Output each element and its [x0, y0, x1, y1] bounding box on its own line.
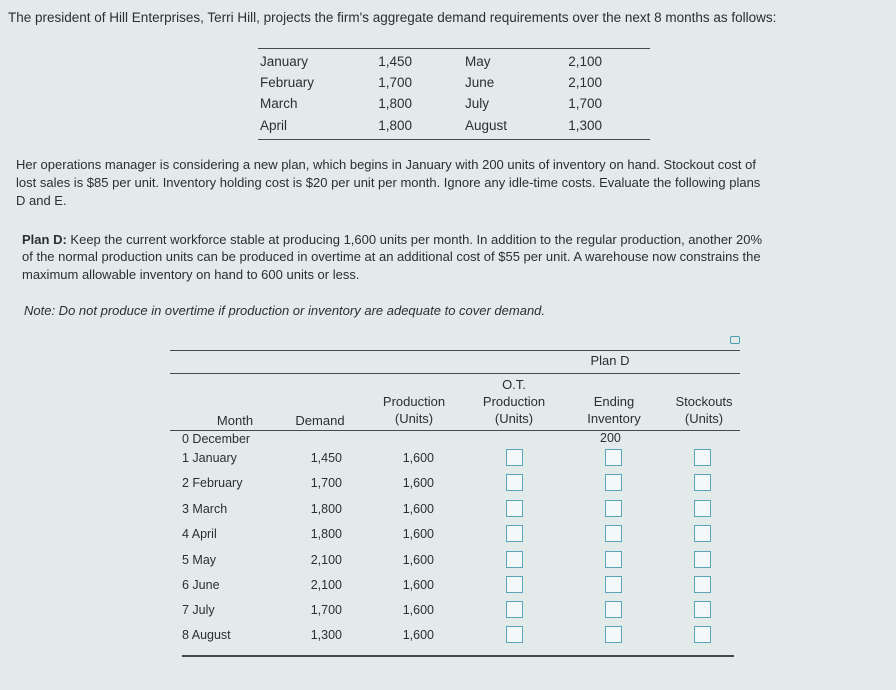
ending-inventory-input[interactable] — [605, 626, 622, 643]
stockouts-input[interactable] — [694, 474, 711, 491]
paragraph-line: Keep the current workforce stable at producing 1,600 units per month. In addition to the regular production, another 20% — [70, 232, 763, 247]
month-cell: 4 April — [182, 527, 217, 541]
month-header: Month — [216, 413, 254, 428]
ot-production-input[interactable] — [506, 474, 523, 491]
divider — [258, 48, 650, 49]
stockouts-input[interactable] — [694, 601, 711, 618]
ending-inventory-input[interactable] — [605, 551, 622, 568]
stockouts-header: Stockouts (Units) — [675, 394, 733, 426]
demand-value: 1,450 — [378, 54, 412, 69]
month-label: May — [465, 54, 491, 69]
ot-production-input[interactable] — [506, 525, 523, 542]
production-cell: 1,600 — [402, 451, 434, 465]
divider — [170, 430, 740, 431]
ending-inventory-input[interactable] — [605, 449, 622, 466]
stockouts-input[interactable] — [694, 449, 711, 466]
production-cell: 1,600 — [402, 603, 434, 617]
ending-inventory-input[interactable] — [605, 576, 622, 593]
production-cell: 1,600 — [402, 527, 434, 541]
divider — [170, 350, 740, 351]
demand-value: 1,800 — [378, 96, 412, 111]
paragraph-line: lost sales is $85 per unit. Inventory holding cost is $20 per unit per month. Ignore any idle-time costs. Evaluate the following plans — [16, 175, 761, 190]
month-label: July — [465, 96, 490, 111]
demand-cell: 1,700 — [310, 603, 342, 617]
edit-icon[interactable] — [730, 336, 740, 344]
demand-cell: 1,800 — [310, 527, 342, 541]
production-cell: 1,600 — [402, 502, 434, 516]
month-cell: 6 June — [182, 578, 220, 592]
stockouts-input[interactable] — [694, 500, 711, 517]
month-cell: 5 May — [182, 553, 217, 567]
demand-cell: 2,100 — [310, 578, 342, 592]
ending-inventory-header: Ending Inventory — [587, 394, 641, 426]
production-cell: 1,600 — [402, 578, 434, 592]
plan-d-label: Plan D: — [22, 232, 67, 247]
note-text: Note: Do not produce in overtime if production or inventory are adequate to cover demand. — [24, 303, 546, 318]
demand-value: 2,100 — [568, 75, 602, 90]
month-cell: 8 August — [182, 628, 231, 642]
ending-inventory-input[interactable] — [605, 500, 622, 517]
production-cell: 1,600 — [402, 553, 434, 567]
ending-inventory-input[interactable] — [605, 601, 622, 618]
ot-production-input[interactable] — [506, 449, 523, 466]
ot-production-header: O.T. Production (Units) — [482, 377, 546, 426]
paragraph-line: D and E. — [16, 193, 67, 208]
demand-cell: 1,300 — [310, 628, 342, 642]
month-label: February — [260, 75, 315, 90]
month-cell: 1 January — [182, 451, 237, 465]
production-cell: 1,600 — [402, 476, 434, 490]
month-label: August — [465, 118, 508, 133]
stockouts-input[interactable] — [694, 576, 711, 593]
month-cell: 7 July — [182, 603, 215, 617]
production-header: Production (Units) — [382, 394, 446, 426]
demand-value: 1,300 — [568, 118, 602, 133]
ot-production-input[interactable] — [506, 500, 523, 517]
demand-cell: 2,100 — [310, 553, 342, 567]
demand-cell: 1,450 — [310, 451, 342, 465]
demand-value: 2,100 — [568, 54, 602, 69]
production-cell: 1,600 — [402, 628, 434, 642]
ot-production-input[interactable] — [506, 551, 523, 568]
intro-text: The president of Hill Enterprises, Terri Hill, projects the firm's aggregate demand requirements over the next 8 months as follows: — [8, 10, 777, 25]
month-label: March — [260, 96, 298, 111]
demand-header: Demand — [295, 413, 345, 428]
divider — [170, 373, 740, 374]
month-cell: 0 December — [182, 432, 251, 446]
stockouts-input[interactable] — [694, 525, 711, 542]
divider — [258, 139, 650, 140]
ending-inventory-input[interactable] — [605, 525, 622, 542]
ot-production-input[interactable] — [506, 626, 523, 643]
initial-inventory: 200 — [600, 431, 621, 445]
plan-d-header: Plan D — [590, 353, 630, 368]
ending-inventory-input[interactable] — [605, 474, 622, 491]
month-label: April — [260, 118, 288, 133]
divider — [182, 655, 734, 657]
stockouts-input[interactable] — [694, 626, 711, 643]
demand-cell: 1,800 — [310, 502, 342, 516]
paragraph-line: Her operations manager is considering a new plan, which begins in January with 200 units of inventory on hand. Stockout cost of — [16, 157, 756, 172]
demand-value: 1,700 — [378, 75, 412, 90]
paragraph-line: of the normal production units can be produced in overtime at an additional cost of $55 per unit. A warehouse now constrains the — [22, 249, 761, 264]
demand-cell: 1,700 — [310, 476, 342, 490]
demand-value: 1,800 — [378, 118, 412, 133]
month-label: June — [465, 75, 495, 90]
ot-production-input[interactable] — [506, 576, 523, 593]
paragraph-line: maximum allowable inventory on hand to 600 units or less. — [22, 267, 360, 282]
month-cell: 2 February — [182, 476, 243, 490]
month-label: January — [260, 54, 309, 69]
demand-value: 1,700 — [568, 96, 602, 111]
ot-production-input[interactable] — [506, 601, 523, 618]
month-cell: 3 March — [182, 502, 228, 516]
stockouts-input[interactable] — [694, 551, 711, 568]
